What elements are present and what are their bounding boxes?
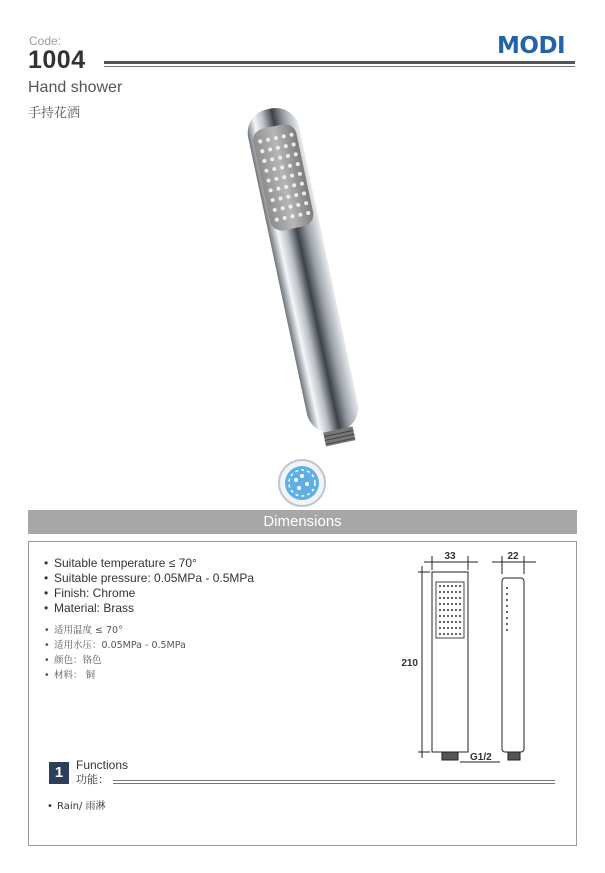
thread-size-label: G1/2 [470,752,492,763]
functions-number-badge: 1 [49,762,69,784]
dimensions-section-header: Dimensions [28,510,577,534]
rain-function-icon [277,458,327,508]
spec-pressure-cn: • 适用水压：0.05MPa - 0.5MPa [44,640,186,651]
header-divider-thin [104,66,575,67]
technical-drawing [400,548,560,773]
functions-title: Functions [76,758,129,772]
product-name-chinese: 手持花洒 [28,106,81,121]
spec-finish: • Finish: Chrome [44,586,136,600]
spec-pressure: • Suitable pressure: 0.05MPa - 0.5MPa [44,571,255,585]
functions-title-chinese: 功能： [76,773,109,786]
code-label: Code: [29,34,62,48]
brand-logo: MODI [497,33,566,59]
dimension-depth-label: 22 [507,551,519,562]
functions-divider [113,780,555,781]
spec-material: • Material: Brass [44,601,135,615]
product-name: Hand shower [28,79,123,96]
spec-finish-cn: • 颜色：铬色 [44,655,102,666]
hand-shower-photo [230,95,380,455]
function-item-rain: • Rain/ 雨淋 [47,801,106,812]
dimension-height-label: 210 [401,658,418,669]
header-divider [104,61,575,64]
product-code: 1004 [28,46,86,74]
functions-divider-thin [113,783,555,784]
spec-temperature-cn: • 适用温度 ≤ 70° [44,625,123,636]
spec-material-cn: • 材料： 铜 [44,670,96,681]
spec-temperature: • Suitable temperature ≤ 70° [44,556,197,570]
dimension-width-label: 33 [444,551,456,562]
